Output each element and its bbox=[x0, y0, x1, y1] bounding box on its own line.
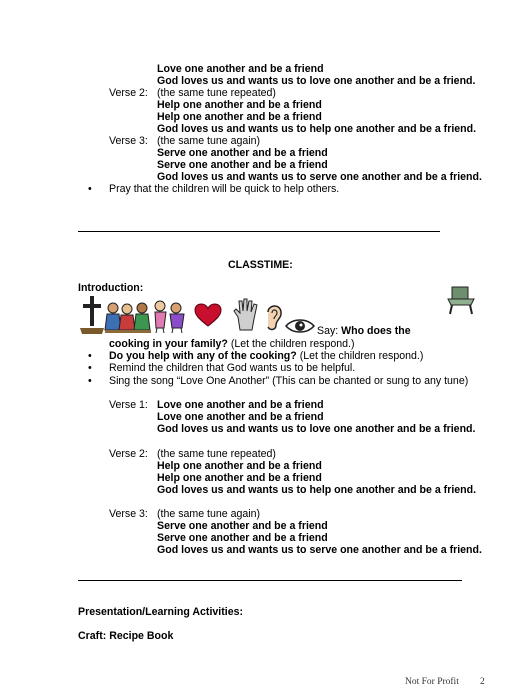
song-line: Love one another and be a friend bbox=[157, 63, 324, 75]
verse-label: Verse 2: bbox=[109, 448, 148, 460]
bullet-item bbox=[109, 362, 355, 374]
section-heading: CLASSTIME: bbox=[228, 259, 293, 271]
bullet-text: Sing the song “Love One Another” (This can be chanted or sung to any tune) bbox=[109, 375, 469, 387]
bullet-item: • Pray that the children will be quick to help others. bbox=[109, 183, 339, 195]
presentation-heading: Presentation/Learning Activities: bbox=[78, 606, 244, 618]
song-line: Love one another and be a friend bbox=[157, 399, 324, 411]
say-instruction: (Let the children respond.) bbox=[227, 338, 355, 350]
say-prefix: Say: bbox=[317, 325, 342, 337]
verse-note: (the same tune again) bbox=[157, 135, 261, 147]
bullet-bold: Do you help with any of the cooking? bbox=[109, 350, 297, 362]
verse-note: (the same tune repeated) bbox=[157, 448, 276, 460]
song-line: God loves us and wants us to help one another and be a friend. bbox=[157, 484, 477, 496]
bullet-text: (Let the children respond.) bbox=[296, 350, 424, 362]
verse-label: Verse 3: bbox=[109, 508, 148, 520]
song-line: God loves us and wants us to help one another and be a friend. bbox=[157, 123, 477, 135]
song-line: Love one another and be a friend bbox=[157, 411, 324, 423]
song-line: God loves us and wants us to love one another and be a friend. bbox=[157, 423, 476, 435]
say-question: Who does the bbox=[341, 325, 411, 337]
verse-note: (the same tune repeated) bbox=[157, 87, 276, 99]
intro-heading: Introduction: bbox=[78, 282, 144, 294]
song-line: Serve one another and be a friend bbox=[157, 159, 328, 171]
say-line-1 bbox=[317, 325, 411, 337]
song-line: Serve one another and be a friend bbox=[157, 520, 328, 532]
say-question-cont: cooking in your family? bbox=[109, 338, 228, 350]
song-line: God loves us and wants us to serve one another and be a friend. bbox=[157, 171, 482, 183]
verse-label: Verse 3: bbox=[109, 135, 148, 147]
divider bbox=[78, 231, 440, 232]
song-line: Help one another and be a friend bbox=[157, 111, 322, 123]
bullet-text: Remind the children that God wants us to be helpful. bbox=[109, 362, 356, 374]
bullet-item bbox=[109, 375, 468, 387]
footer-text: Not For Profit bbox=[405, 677, 459, 687]
verse-label: Verse 1: bbox=[109, 399, 148, 411]
song-line: Help one another and be a friend bbox=[157, 99, 322, 111]
divider bbox=[78, 580, 462, 581]
craft-heading: Craft: Recipe Book bbox=[78, 630, 174, 642]
say-line-2 bbox=[109, 338, 355, 350]
song-line: God loves us and wants us to love one another and be a friend. bbox=[157, 75, 476, 87]
verse-label: Verse 2: bbox=[109, 87, 148, 99]
song-line: God loves us and wants us to serve one another and be a friend. bbox=[157, 544, 482, 556]
song-line: Serve one another and be a friend bbox=[157, 147, 328, 159]
verse-note: (the same tune again) bbox=[157, 508, 261, 520]
page-number: 2 bbox=[480, 677, 485, 687]
song-line: Help one another and be a friend bbox=[157, 472, 322, 484]
bullet-item bbox=[109, 350, 423, 362]
song-line: Serve one another and be a friend bbox=[157, 532, 328, 544]
song-line: Help one another and be a friend bbox=[157, 460, 322, 472]
